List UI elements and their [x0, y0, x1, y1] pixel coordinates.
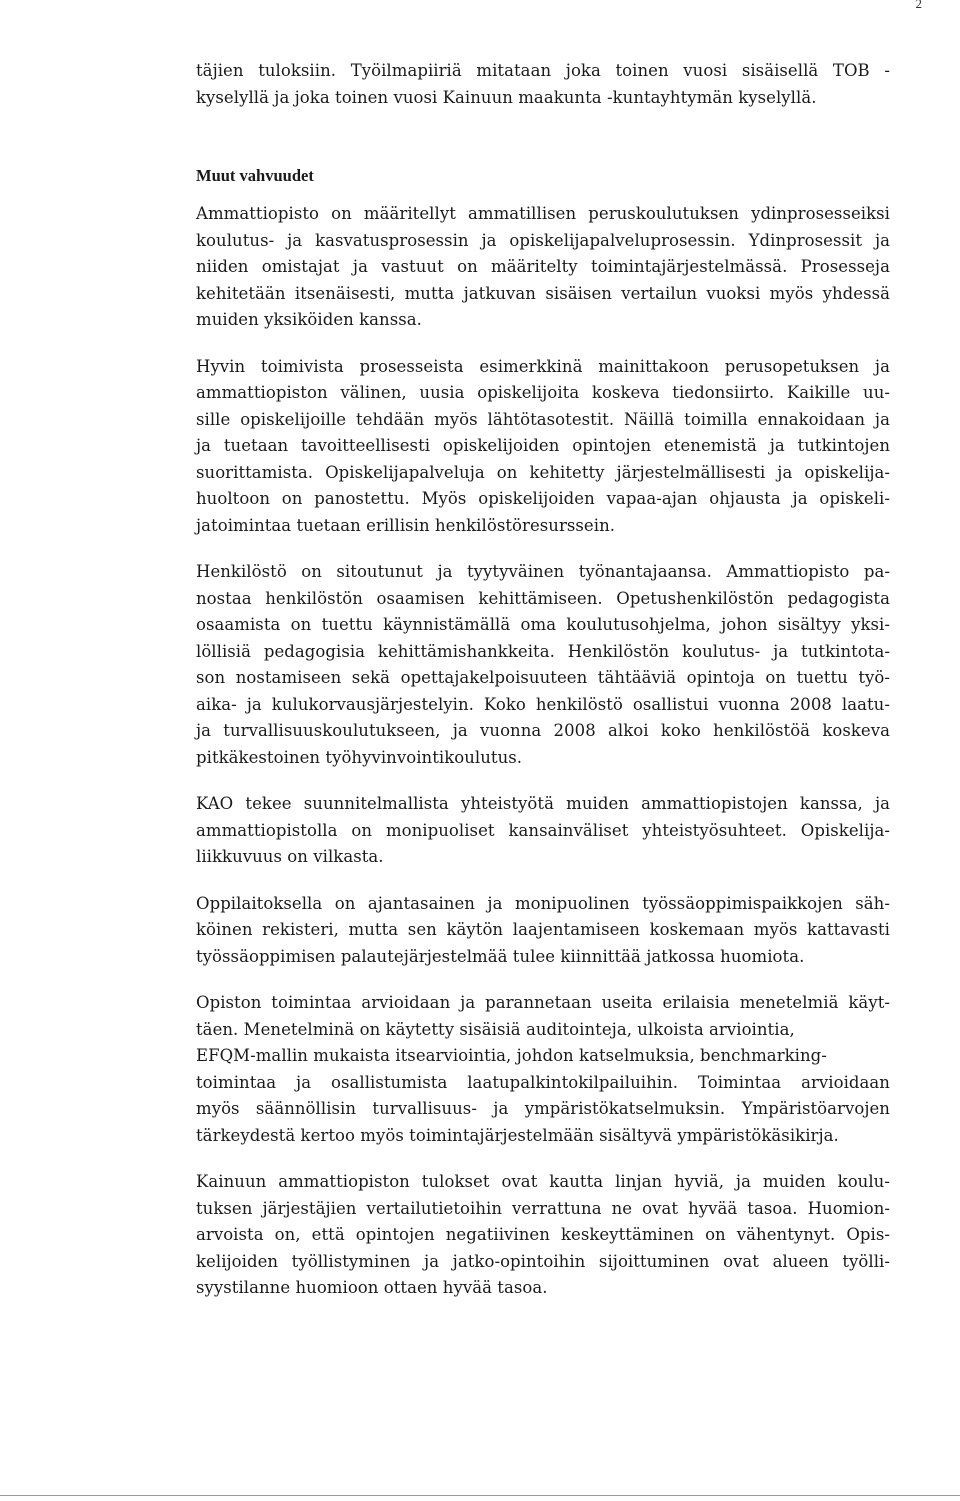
text-line: ammattiopistolla on monipuoliset kansainväliset yhteistyösuhteet. Opiskelija- [196, 820, 890, 840]
text-line: Kainuun ammattiopiston tulokset ovat kautta linjan hyviä, ja muiden koulu- [196, 1172, 890, 1191]
intro-paragraph [196, 58, 890, 111]
paragraph-core-processes [196, 201, 890, 334]
text-line: tuksen järjestäjien vertailutietoihin verrattuna ne ovat hyvää tasoa. Huomion- [196, 1198, 890, 1218]
text-line: täen. Menetelminä on käytetty sisäisiä auditointeja, ulkoista arviointia, [196, 1019, 795, 1039]
text-line: aika- ja kulukorvausjärjestelyin. Koko henkilöstö osallistui vuonna 2008 laatu- [196, 694, 890, 714]
text-line: löllisiä pedagogisia kehittämishankkeita. Henkilöstön koulutus- ja tutkintota- [196, 641, 890, 661]
text-line: liikkuvuus on vilkasta. [196, 847, 384, 866]
text-line: niiden omistajat ja vastuut on määritelty toimintajärjestelmässä. Prosesseja [196, 257, 890, 276]
paragraph-processes-examples [196, 354, 890, 540]
text-line: Hyvin toimivista prosesseista esimerkkinä mainittakoon perusopetuksen ja [196, 356, 890, 376]
text-line: Ammattiopisto on määritellyt ammatillisen peruskoulutuksen ydinprosesseiksi [196, 204, 890, 223]
text-line: jatoimintaa tuetaan erillisin henkilöstöresurssein. [196, 515, 616, 535]
paragraph-cooperation [196, 791, 890, 871]
text-line: muiden yksiköiden kanssa. [196, 310, 422, 329]
text-line: myös säännöllisin turvallisuus- ja ympäristökatselmuksin. Ympäristöarvojen [196, 1099, 890, 1118]
text-line: kehitetään itsenäisesti, mutta jatkuvan sisäisen vertailun vuoksi myös yhdessä [196, 283, 890, 303]
paragraph-results [196, 1169, 890, 1302]
text-line: koulutus- ja kasvatusprosessin ja opiskelijapalveluprosessin. Ydinprosessit ja [196, 230, 890, 250]
text-line: nostaa henkilöstön osaamisen kehittämiseen. Opetushenkilöstön pedagogista [196, 588, 890, 608]
page-number: 2 [915, 0, 922, 11]
text-line: huoltoon on panostettu. Myös opiskelijoiden vapaa-ajan ohjausta ja opiskeli- [196, 489, 890, 508]
paragraph-work-placement [196, 891, 890, 971]
paragraph-evaluation [196, 990, 890, 1149]
text-line: syystilanne huomioon ottaen hyvää tasoa. [196, 1278, 548, 1297]
text-line: sille opiskelijoille tehdään myös lähtötasotestit. Näillä toimilla ennakoidaan ja [196, 409, 890, 429]
text-line: Oppilaitoksella on ajantasainen ja monipuolinen työssäoppimispaikkojen säh- [196, 893, 890, 913]
text-line: työssäoppimisen palautejärjestelmää tulee kiinnittää jatkossa huomiota. [196, 946, 805, 966]
text-line: kelijoiden työllistyminen ja jatko-opintoihin sijoittuminen ovat alueen työlli- [196, 1251, 890, 1271]
section-heading: Muut vahvuudet [196, 166, 314, 185]
text-line: KAO tekee suunnitelmallista yhteistyötä muiden ammattiopistojen kanssa, ja [196, 794, 890, 813]
text-line: arvoista on, että opintojen negatiivinen keskeyttäminen on vähentynyt. Opis- [196, 1225, 890, 1244]
text-line: ammattiopiston välinen, uusia opiskelijoita koskeva tiedonsiirto. Kaikille uu- [196, 383, 890, 402]
text-line: toimintaa ja osallistumista laatupalkintokilpailuihin. Toimintaa arvioidaan [196, 1072, 890, 1092]
text-line: suorittamista. Opiskelijapalveluja on kehitetty järjestelmällisesti ja opiskelija- [196, 462, 890, 482]
text-line: kyselyllä ja joka toinen vuosi Kainuun maakunta -kuntayhtymän kyselyllä. [196, 87, 817, 107]
text-line: Henkilöstö on sitoutunut ja tyytyväinen työnantajaansa. Ammattiopisto pa- [196, 562, 890, 581]
text-line: ja turvallisuuskoulutukseen, ja vuonna 2008 alkoi koko henkilöstöä koskeva [196, 721, 890, 740]
text-line: täjien tuloksiin. Työilmapiiriä mitataan joka toinen vuosi sisäisellä TOB - [196, 61, 890, 80]
text-line: köinen rekisteri, mutta sen käytön laajentamiseen koskemaan myös kattavasti [196, 920, 890, 939]
text-line: tärkeydestä kertoo myös toimintajärjestelmään sisältyvä ympäristökäsikirja. [196, 1125, 839, 1145]
document-body [196, 58, 890, 1322]
text-line: son nostamiseen sekä opettajakelpoisuuteen tähtääviä opintoja on tuettu työ- [196, 668, 890, 687]
text-line: Opiston toimintaa arvioidaan ja parannetaan useita erilaisia menetelmiä käyt- [196, 993, 890, 1012]
footer-rule [0, 1495, 960, 1496]
text-line: osaamista on tuettu käynnistämällä oma koulutusohjelma, johon sisältyy yksi- [196, 615, 890, 634]
text-line: pitkäkestoinen työhyvinvointikoulutus. [196, 747, 523, 767]
text-line: EFQM-mallin mukaista itsearviointia, johdon katselmuksia, benchmarking- [196, 1046, 827, 1065]
text-line: ja tuetaan tavoitteellisesti opiskelijoiden opintojen etenemistä ja tutkintojen [196, 436, 890, 455]
paragraph-staff [196, 559, 890, 771]
